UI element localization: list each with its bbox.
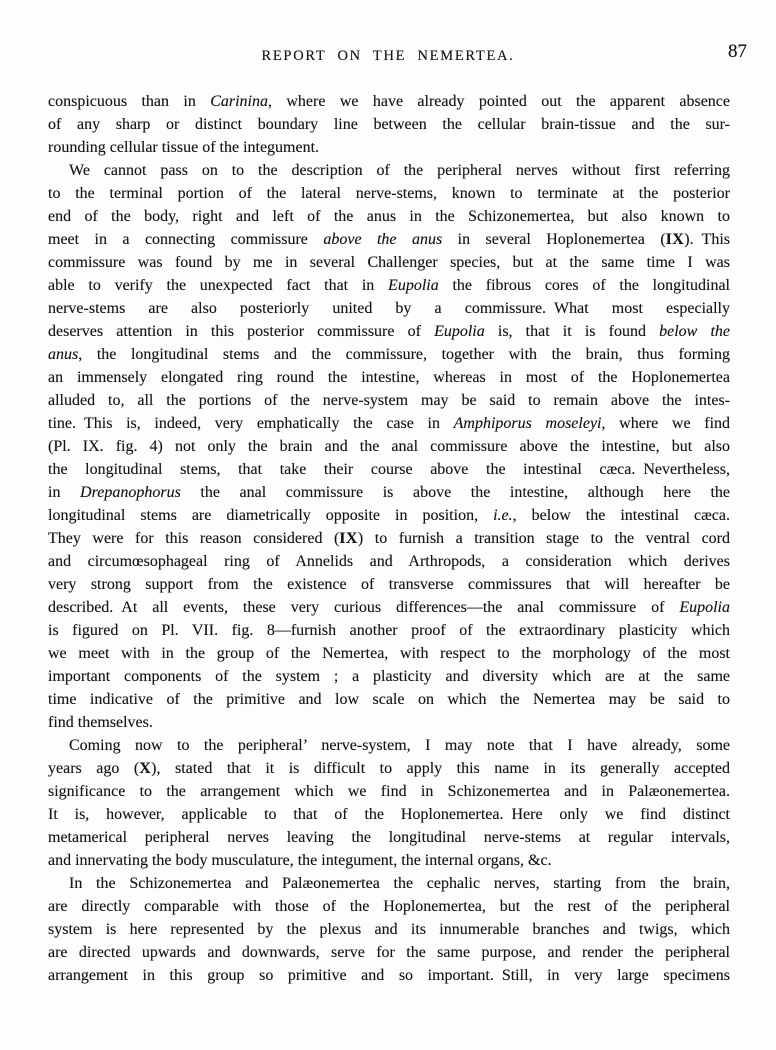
body-text: an immensely elongated ring round the intestine, whereas in most of the Hoplonemertea (48, 369, 730, 386)
italic-text: i.e. (493, 507, 513, 524)
bold-reference: IX (665, 231, 685, 248)
italic-text: Carinina (210, 93, 268, 110)
body-text: (Pl. IX. fig. 4) not only the brain and the anal commissure above the intestine, but also (48, 438, 730, 455)
body-text: In the Schizonemertea and Palæonemertea the cephalic nerves, starting from the brain, (69, 875, 730, 892)
text-line (48, 596, 730, 619)
body-text: the longitudinal stems, that take their course above the intestinal cæca. Nevertheless, (48, 461, 730, 478)
body-text: rounding cellular tissue of the integument. (48, 139, 320, 156)
body-text: commissure was found by me in several Challenger species, but at the same time I was (48, 254, 730, 271)
text-line (48, 619, 730, 642)
body-text: are directly comparable with those of the Hoplonemertea, but the rest of the peripheral (48, 898, 730, 915)
text-line (48, 251, 730, 274)
body-text: meet in a connecting commissure (48, 231, 324, 248)
body-text: we meet with in the group of the Nemertea, with respect to the morphology of the most (48, 645, 730, 662)
text-line (48, 688, 730, 711)
text-line (48, 964, 730, 987)
text-line (48, 803, 730, 826)
bold-reference: IX (339, 530, 358, 547)
italic-text: above the anus (323, 231, 443, 248)
italic-text: below the (659, 323, 731, 340)
body-text: longitudinal stems are diametrically opposite in position, (48, 507, 494, 524)
body-text: significance to the arrangement which we find in Schizonemertea and in Palæonemertea. (48, 783, 730, 800)
text-line (48, 642, 730, 665)
body-text: very strong support from the existence of transverse commissures that will hereafter be (48, 576, 730, 593)
body-text: of any sharp or distinct boundary line between the cellular brain-tissue and the sur- (48, 116, 730, 133)
text-line (48, 182, 730, 205)
text-line (48, 113, 730, 136)
body-text: find themselves. (48, 714, 153, 731)
body-text: able to verify the unexpected fact that in (48, 277, 389, 294)
running-header: REPORT ON THE NEMERTEA. (261, 48, 515, 64)
body-text: is figured on Pl. VII. fig. 8—furnish another proof of the extraordinary plasticity which (48, 622, 730, 639)
text-block (48, 90, 730, 987)
body-text: , below the intestinal cæca. (512, 507, 731, 524)
body-text: metamerical peripheral nerves leaving the longitudinal nerve-stems at regular intervals, (48, 829, 730, 846)
italic-text: Drepanophorus (80, 484, 181, 501)
text-line (48, 826, 730, 849)
body-text: ), stated that it is difficult to apply this name in its generally accepted (151, 760, 731, 777)
text-line (48, 550, 730, 573)
text-line (48, 274, 730, 297)
italic-text: Eupolia (679, 599, 730, 616)
text-line (48, 504, 730, 527)
paragraph (48, 734, 730, 872)
text-line (48, 573, 730, 596)
text-line (48, 757, 730, 780)
body-text: alluded to, all the portions of the nerve-system may be said to remain above the intes- (48, 392, 730, 409)
text-line (48, 435, 730, 458)
italic-text: Eupolia (434, 323, 485, 340)
text-line (48, 297, 730, 320)
body-text: years ago ( (48, 760, 140, 777)
text-line (48, 734, 730, 757)
body-text: in several Hoplonemertea ( (442, 231, 666, 248)
body-text: system is here represented by the plexus and its innumerable branches and twigs, which (48, 921, 730, 938)
text-line (48, 412, 730, 435)
body-text: time indicative of the primitive and low scale on which the Nemertea may be said to (48, 691, 730, 708)
text-line (48, 849, 730, 872)
body-text: tine. This is, indeed, very emphatically the case in (48, 415, 454, 432)
text-line (48, 941, 730, 964)
body-text: is, that it is found (484, 323, 660, 340)
body-text: nerve-stems are also posteriorly united by a commissure. What most especially (48, 300, 730, 317)
paragraph (48, 159, 730, 734)
text-line (48, 527, 730, 550)
text-line (48, 205, 730, 228)
body-text: , where we find (601, 415, 731, 432)
text-line (48, 895, 730, 918)
text-line (48, 136, 730, 159)
body-text: end of the body, right and left of the anus in the Schizonemertea, but also known to (48, 208, 730, 225)
body-text: It is, however, applicable to that of the Hoplonemertea. Here only we find distinct (48, 806, 730, 823)
text-line (48, 90, 730, 113)
body-text: important components of the system ; a plasticity and diversity which are at the same (48, 668, 730, 685)
italic-text: Amphiporus moseleyi (453, 415, 602, 432)
text-line (48, 389, 730, 412)
body-text: , the longitudinal stems and the commissure, together with the brain, thus forming (78, 346, 730, 363)
body-text: and innervating the body musculature, the integument, the internal organs, &c. (48, 852, 552, 869)
italic-text: anus (48, 346, 79, 363)
body-text: We cannot pass on to the description of the peripheral nerves without first referring (69, 162, 730, 179)
text-line (48, 320, 730, 343)
italic-text: Eupolia (388, 277, 439, 294)
body-text: They were for this reason considered ( (48, 530, 340, 547)
text-line (48, 366, 730, 389)
page-number: 87 (728, 41, 747, 62)
text-line (48, 665, 730, 688)
text-line (48, 481, 730, 504)
body-text: and circumœsophageal ring of Annelids and Arthropods, a consideration which derives (48, 553, 730, 570)
body-text: ). This (684, 231, 731, 248)
body-text: are directed upwards and downwards, serve for the same purpose, and render the peripheral (48, 944, 730, 961)
body-text: in (48, 484, 81, 501)
body-text: Coming now to the peripheral’ nerve-system, I may note that I have already, some (69, 737, 730, 754)
text-line (48, 159, 730, 182)
body-text: the fibrous cores of the longitudinal (438, 277, 731, 294)
body-text: to the terminal portion of the lateral nerve-stems, known to terminate at the posterior (48, 185, 730, 202)
body-text: ) to furnish a transition stage to the ventral cord (357, 530, 731, 547)
paragraph (48, 872, 730, 987)
text-line (48, 918, 730, 941)
body-text: the anal commissure is above the intestine, although here the (180, 484, 730, 501)
paragraph (48, 90, 730, 159)
body-text: deserves attention in this posterior commissure of (48, 323, 435, 340)
bold-reference: X (139, 760, 152, 777)
body-text: arrangement in this group so primitive and so important. Still, in very large specimens (48, 967, 730, 984)
text-line (48, 458, 730, 481)
body-text: described. At all events, these very curious differences—the anal commissure of (48, 599, 680, 616)
text-line (48, 780, 730, 803)
text-line (48, 711, 730, 734)
text-line (48, 872, 730, 895)
body-text: , where we have already pointed out the apparent absence (268, 93, 731, 110)
text-line (48, 228, 730, 251)
text-line (48, 343, 730, 366)
body-text: conspicuous than in (48, 93, 211, 110)
